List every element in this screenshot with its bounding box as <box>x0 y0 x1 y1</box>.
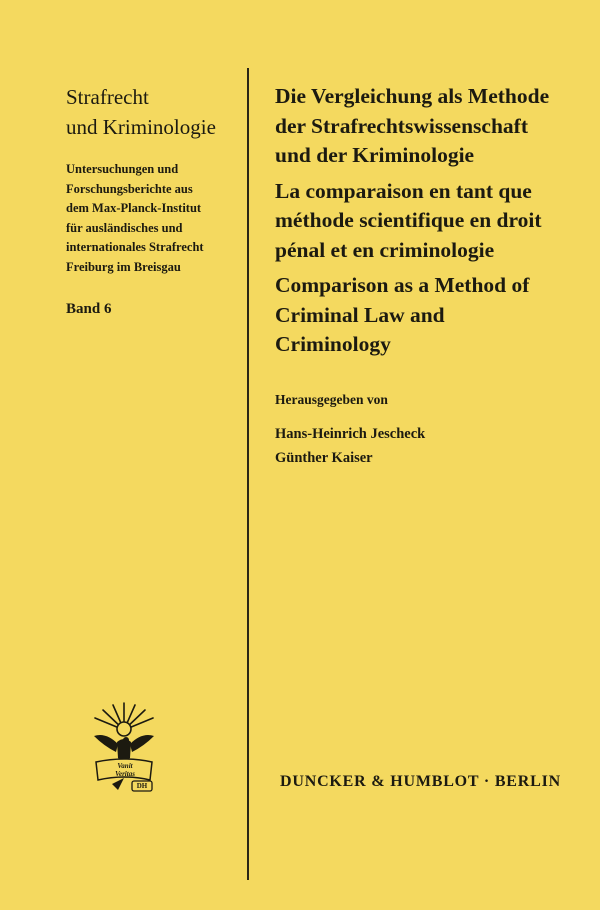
series-description-line: Freiburg im Breisgau <box>66 259 181 274</box>
editor-name: Günther Kaiser <box>275 449 373 466</box>
title-line: méthode scientifique en droit <box>275 208 542 232</box>
title-line: Criminal Law and <box>275 302 445 327</box>
eagle-seal-icon <box>86 700 162 794</box>
title-line: Comparison as a Method of <box>275 273 530 297</box>
publisher-imprint: DUNCKER & HUMBLOT · BERLIN <box>280 773 561 790</box>
title-column <box>275 82 575 470</box>
series-description <box>66 160 242 277</box>
editor-names <box>275 422 575 470</box>
series-description-line: Forschungsberichte aus <box>66 181 193 196</box>
title-line: und der Kriminologie <box>275 143 475 167</box>
title-line: Die Vergleichung als Methode <box>275 84 550 108</box>
title-line: La comparaison en tant que <box>275 178 532 203</box>
volume-number: Band 6 <box>66 301 112 317</box>
series-title <box>66 82 242 142</box>
title-french <box>275 177 575 266</box>
title-english <box>275 271 575 360</box>
series-title-line: Strafrecht <box>66 85 149 109</box>
logo-motto-line: Vanit <box>117 762 133 770</box>
logo-motto <box>100 763 150 778</box>
series-description-line: für ausländisches und <box>66 220 183 235</box>
vertical-divider-rule <box>247 68 249 880</box>
logo-monogram: DH <box>136 782 148 790</box>
editor-name: Hans-Heinrich Jescheck <box>275 425 426 442</box>
title-german <box>275 82 575 171</box>
title-line: Criminology <box>275 332 391 356</box>
series-description-line: Untersuchungen und <box>66 162 179 176</box>
series-description-line: internationales Strafrecht <box>66 240 204 254</box>
editors-label: Herausgegeben von <box>275 391 388 407</box>
title-line: pénal et en criminologie <box>275 237 495 262</box>
title-line: der Strafrechtswissenschaft <box>275 113 528 138</box>
series-column <box>66 82 242 318</box>
series-description-line: dem Max-Planck-Institut <box>66 201 202 215</box>
logo-motto-line: Veritas <box>115 769 135 778</box>
series-title-line: und Kriminologie <box>66 115 216 139</box>
